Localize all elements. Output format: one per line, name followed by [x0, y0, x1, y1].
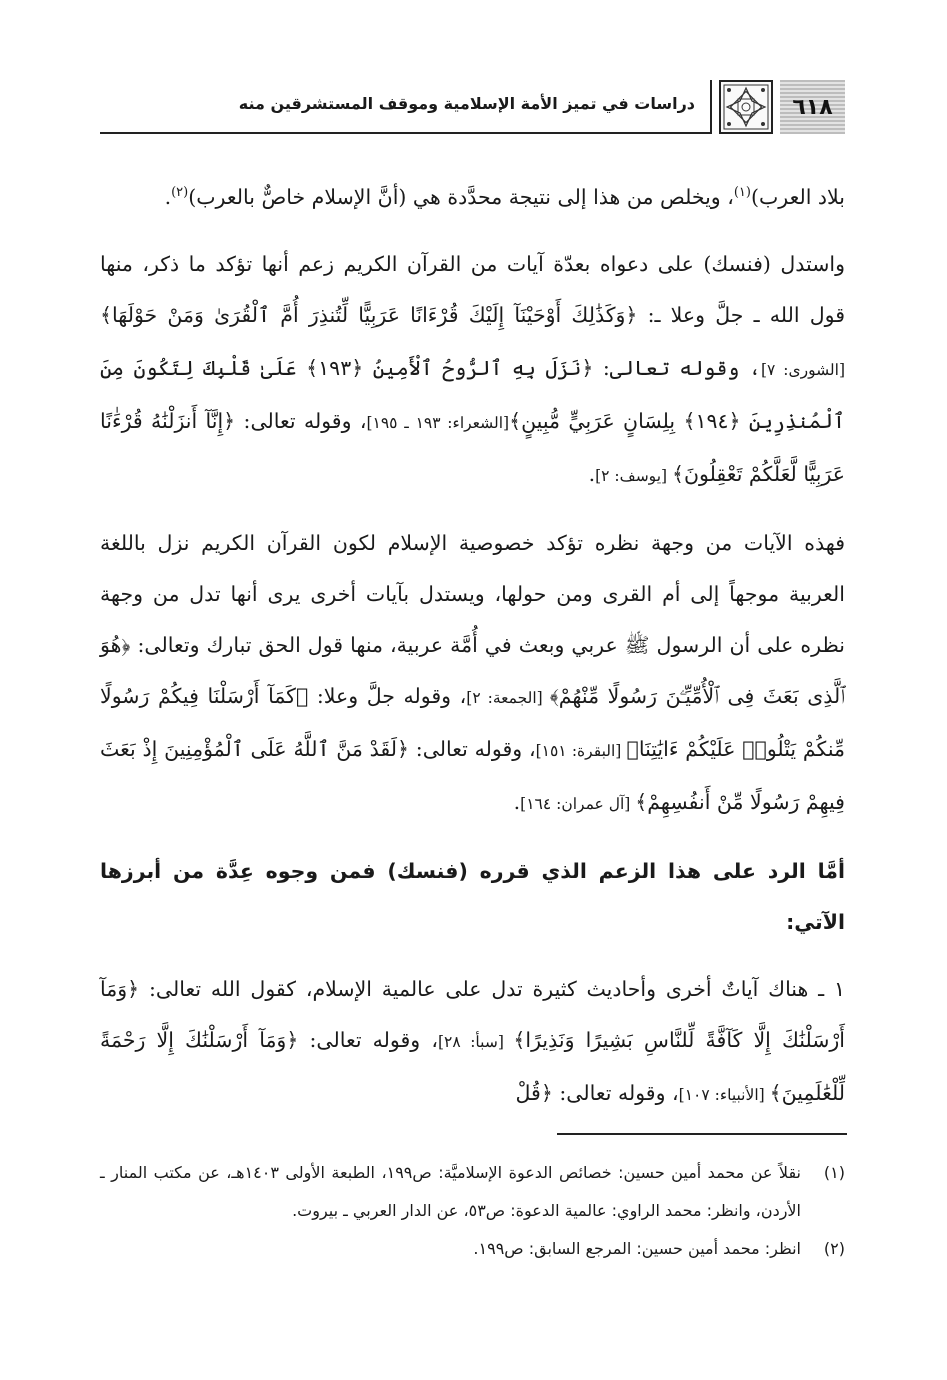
header-divider: [100, 132, 710, 134]
footnote-divider: [557, 1133, 847, 1135]
page-header: [100, 80, 845, 134]
footnote-number: (٢): [823, 1239, 845, 1258]
text-run: ، وقوله تعالى:: [298, 1028, 438, 1052]
verse-reference: [الأنبياء: ١٠٧]: [678, 1086, 770, 1104]
text-run: ١ ـ هناك آياتٌ أخرى وأحاديث كثيرة تدل على عالمية الإسلام، كقول الله تعالى:: [139, 977, 845, 1001]
quran-verse: ﴿إِنَّآ أَنزَلْنَٰهُ قُرْءَٰنًا عَرَبِيًّا لَّعَلَّكُمْ تَعْقِلُونَ﴾: [100, 409, 845, 486]
footnote-2: [100, 1230, 845, 1268]
quran-verse: ﴿وَمَآ أَرْسَلْنَٰكَ إِلَّا رَحْمَةً لِّلْعَٰلَمِينَ﴾: [100, 1028, 845, 1105]
footnote-marker-2: (٢): [171, 185, 189, 201]
verse-reference: [الجمعة: ٢]: [466, 689, 550, 707]
paragraph-1: [100, 172, 845, 223]
footnote-number: (١): [823, 1163, 845, 1182]
verse-reference: [سبأ: ٢٨]: [437, 1033, 514, 1051]
footnotes: [100, 1154, 845, 1268]
text-run: واستدل (فنسك) على دعواه بعدّة آيات من القرآن الكريم زعم أنها تؤكد ما ذكر، منها قول الله ـ جلَّ وعلا ـ:: [100, 252, 845, 327]
text-run: ، ويخلص من هذا إلى نتيجة محدَّدة هي (أنَّ الإسلام خاصٌّ بالعرب): [188, 185, 734, 209]
ornament-graphic: [721, 82, 771, 132]
quran-verse: ﴿نَزَلَ بِهِ ٱلرُّوحُ ٱلْأَمِينُ ﴿١٩٣﴾ عَلَىٰ قَلْبِكَ لِتَكُونَ مِنَ ٱلْمُنذِرِينَ ﴿١٩٤﴾ بِلِسَانٍ عَرَبِيٍّ مُّبِينٍ﴾: [100, 356, 845, 433]
paragraph-5: [100, 964, 845, 1121]
quran-verse: ﴿وَكَذَٰلِكَ أَوْحَيْنَآ إِلَيْكَ قُرْءَانًا عَرَبِيًّا لِّتُنذِرَ أُمَّ ٱلْقُرَىٰ وَمَنْ حَوْلَهَا﴾: [100, 303, 638, 327]
text-run: بلاد العرب): [750, 185, 845, 209]
text-run: ، وقوله جلَّ وعلا:: [308, 684, 467, 708]
verse-reference: [البقرة: ١٥١]: [535, 742, 627, 760]
verse-reference: [الشورى: ٧]: [760, 361, 845, 379]
text-run: ، وقوله تعالى:: [409, 737, 536, 761]
footnote-text: انظر: محمد أمين حسين: المرجع السابق: ص١٩٩.: [473, 1239, 801, 1258]
text-run: ، وقوله تعالى:: [552, 1081, 679, 1105]
quran-verse: ﴿كَمَآ أَرْسَلْنَا فِيكُمْ رَسُولًا مِّنكُمْ يَتْلُوا۟ عَلَيْكُمْ ءَايَٰتِنَا﴾: [100, 684, 845, 761]
quran-verse: ﴿هُوَ ٱلَّذِى بَعَثَ فِى ٱلْأُمِّيِّـۧنَ رَسُولًا مِّنْهُمْ﴾: [100, 633, 845, 708]
header-divider-vertical: [710, 80, 712, 134]
geometric-ornament-icon: [719, 80, 773, 134]
quran-verse: ﴿قُلْ: [515, 1081, 553, 1105]
footnote-text: نقلاً عن محمد أمين حسين: خصائص الدعوة الإسلاميَّة: ص١٩٩، الطبعة الأولى ١٤٠٣هـ، عن مكتب المنار ـ الأردن، وانظر: محمد الراوي: عالمية الدعوة: ص٥٣، عن الدار العربي ـ بيروت.: [100, 1163, 801, 1220]
paragraph-2: [100, 239, 845, 502]
text-run: فهذه الآيات من وجهة نظره تؤكد خصوصية الإسلام لكون القرآن الكريم نزل باللغة العربية موجهاً إلى أم القرى ومن حولها، ويستدل بآيات أخرى يرى أنها تدل من وجهة نظره على أن الرسول ﷺ عربي وبعث في أُمَّة عربية، منها قول الحق تبارك وتعالى:: [100, 531, 845, 657]
paragraph-3: [100, 518, 845, 830]
text-run: ، وقوله تعالى:: [235, 409, 367, 433]
verse-reference: [يوسف: ٢]: [595, 467, 672, 485]
quran-verse: ﴿وَمَآ أَرْسَلْنَٰكَ إِلَّا كَآفَّةً لِّلنَّاسِ بَشِيرًا وَنَذِيرًا﴾: [100, 977, 845, 1052]
running-title: دراسات في تميز الأمة الإسلامية وموقف المستشرقين منه: [238, 94, 695, 113]
main-text: [100, 172, 845, 1137]
text-run: .: [513, 790, 521, 814]
footnote-1: [100, 1154, 845, 1230]
verse-reference: [الشعراء: ١٩٣ ـ ١٩٥]: [366, 414, 510, 432]
text-run: .: [588, 462, 596, 486]
verse-reference: [آل عمران: ١٦٤]: [520, 795, 636, 813]
text-run: .: [164, 185, 172, 209]
page-number: ٦١٨: [780, 80, 845, 134]
text-run: ، وقوله تعالى:: [593, 356, 761, 380]
section-heading: أمَّا الرد على هذا الزعم الذي قرره (فنسك) فمن وجوه عِدَّة من أبرزها الآتي:: [100, 859, 845, 934]
quran-verse: ﴿لَقَدْ مَنَّ ٱللَّهُ عَلَى ٱلْمُؤْمِنِينَ إِذْ بَعَثَ فِيهِمْ رَسُولًا مِّنْ أَنفُسِهِمْ﴾: [100, 737, 845, 814]
footnote-marker-1: (١): [733, 185, 751, 201]
